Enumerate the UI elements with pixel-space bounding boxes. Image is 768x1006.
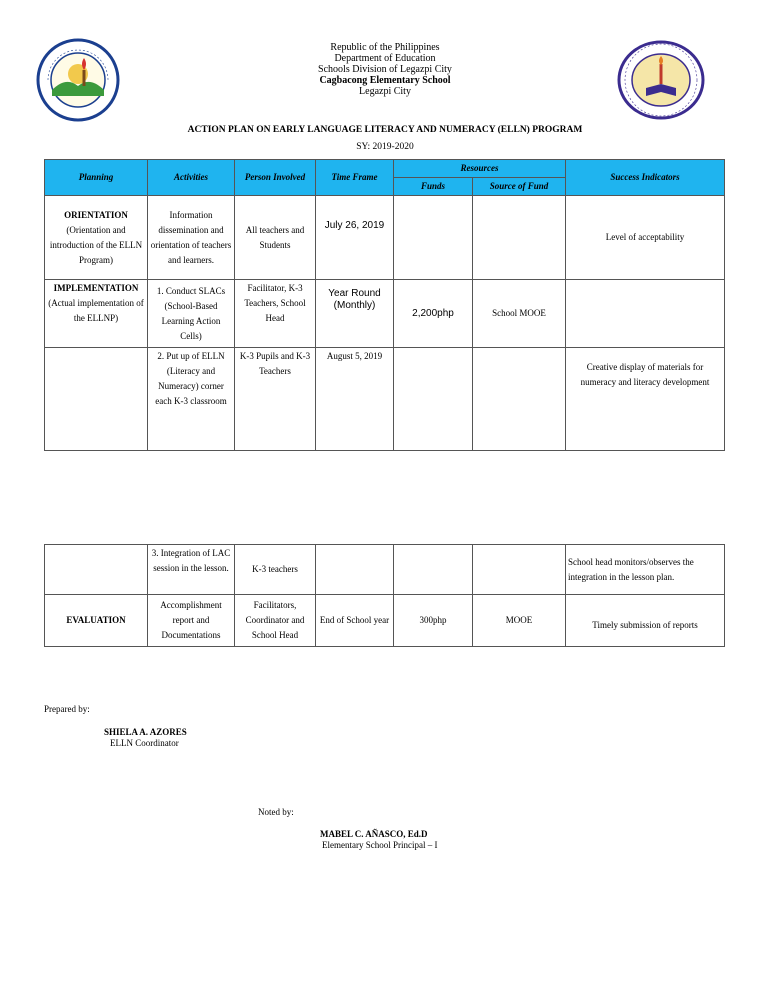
time-cell: July 26, 2019 <box>316 196 394 280</box>
header-division: Schools Division of Legazpi City <box>318 64 452 75</box>
table-row <box>45 348 725 451</box>
planning-cell: EVALUATION <box>45 595 148 647</box>
deped-division-seal-icon <box>36 38 120 122</box>
school-year: SY: 2019-2020 <box>356 142 414 152</box>
planning-cell <box>45 545 148 595</box>
activity-cell: 2. Put up of ELLN (Literacy and Numeracy) corner each K-3 classroom <box>148 348 235 451</box>
success-cell: Timely submission of reports <box>566 595 725 647</box>
action-plan-table-continued <box>44 544 725 647</box>
noted-name: MABEL C. AÑASCO, Ed.D <box>320 829 428 839</box>
planning-detail: (Actual implementation of the ELLNP) <box>48 298 144 323</box>
time-cell: End of School year <box>316 595 394 647</box>
activity-cell: 1. Conduct SLACs (School-Based Learning Action Cells) <box>148 280 235 348</box>
source-cell: MOOE <box>473 595 566 647</box>
header-source: Source of Fund <box>473 178 566 196</box>
planning-cell <box>45 280 148 348</box>
persons-cell: Facilitators, Coordinator and School Head <box>235 595 316 647</box>
source-cell: School MOOE <box>473 280 566 348</box>
prepared-position: ELLN Coordinator <box>110 738 179 748</box>
action-plan-table <box>44 159 725 451</box>
page-title: ACTION PLAN ON EARLY LANGUAGE LITERACY AND NUMERACY (ELLN) PROGRAM <box>187 125 583 135</box>
activity-cell: Information dissemination and orientation of teachers and learners. <box>148 196 235 280</box>
persons-cell: K-3 Pupils and K-3 Teachers <box>235 348 316 451</box>
funds-cell: 300php <box>394 595 473 647</box>
funds-cell <box>394 545 473 595</box>
header-city: Legazpi City <box>359 86 411 97</box>
prepared-by-label: Prepared by: <box>44 704 90 714</box>
header-department: Department of Education <box>334 53 436 64</box>
activity-cell: Accomplishment report and Documentations <box>148 595 235 647</box>
table-row <box>45 595 725 647</box>
noted-by-label: Noted by: <box>258 807 294 817</box>
table-row <box>45 280 725 348</box>
planning-title: IMPLEMENTATION <box>53 283 139 293</box>
persons-cell: Facilitator, K-3 Teachers, School Head <box>235 280 316 348</box>
noted-position: Elementary School Principal – I <box>322 840 438 850</box>
source-cell <box>473 348 566 451</box>
header-funds: Funds <box>394 178 473 196</box>
prepared-name: SHIELA A. AZORES <box>104 727 187 737</box>
activity-cell: 3. Integration of LAC session in the lesson. <box>148 545 235 595</box>
success-cell <box>566 280 725 348</box>
success-cell: Creative display of materials for numeracy and literacy development <box>566 348 725 451</box>
time-cell <box>316 545 394 595</box>
table-row <box>45 196 725 280</box>
source-cell <box>473 196 566 280</box>
header-republic: Republic of the Philippines <box>330 42 440 53</box>
header-planning: Planning <box>45 160 148 196</box>
planning-cell <box>45 348 148 451</box>
header-success: Success Indicators <box>566 160 725 196</box>
source-cell <box>473 545 566 595</box>
planning-detail: (Orientation and introduction of the ELLN Program) <box>49 224 143 265</box>
header-school: Cagbacong Elementary School <box>319 75 451 86</box>
success-cell: Level of acceptability <box>566 196 725 280</box>
table-row <box>45 545 725 595</box>
header-persons: Person Involved <box>235 160 316 196</box>
funds-cell <box>394 196 473 280</box>
funds-cell: 2,200php <box>394 280 473 348</box>
persons-cell: All teachers and Students <box>235 196 316 280</box>
persons-cell: K-3 teachers <box>235 545 316 595</box>
time-cell: Year Round (Monthly) <box>316 280 394 348</box>
header-activities: Activities <box>148 160 235 196</box>
funds-cell <box>394 348 473 451</box>
header-time-frame: Time Frame <box>316 160 394 196</box>
planning-cell <box>45 196 148 280</box>
school-seal-icon <box>616 40 706 120</box>
header-resources: Resources <box>394 160 566 178</box>
time-cell: August 5, 2019 <box>316 348 394 451</box>
success-cell: School head monitors/observes the integration in the lesson plan. <box>566 545 725 595</box>
planning-title: ORIENTATION <box>64 209 128 220</box>
